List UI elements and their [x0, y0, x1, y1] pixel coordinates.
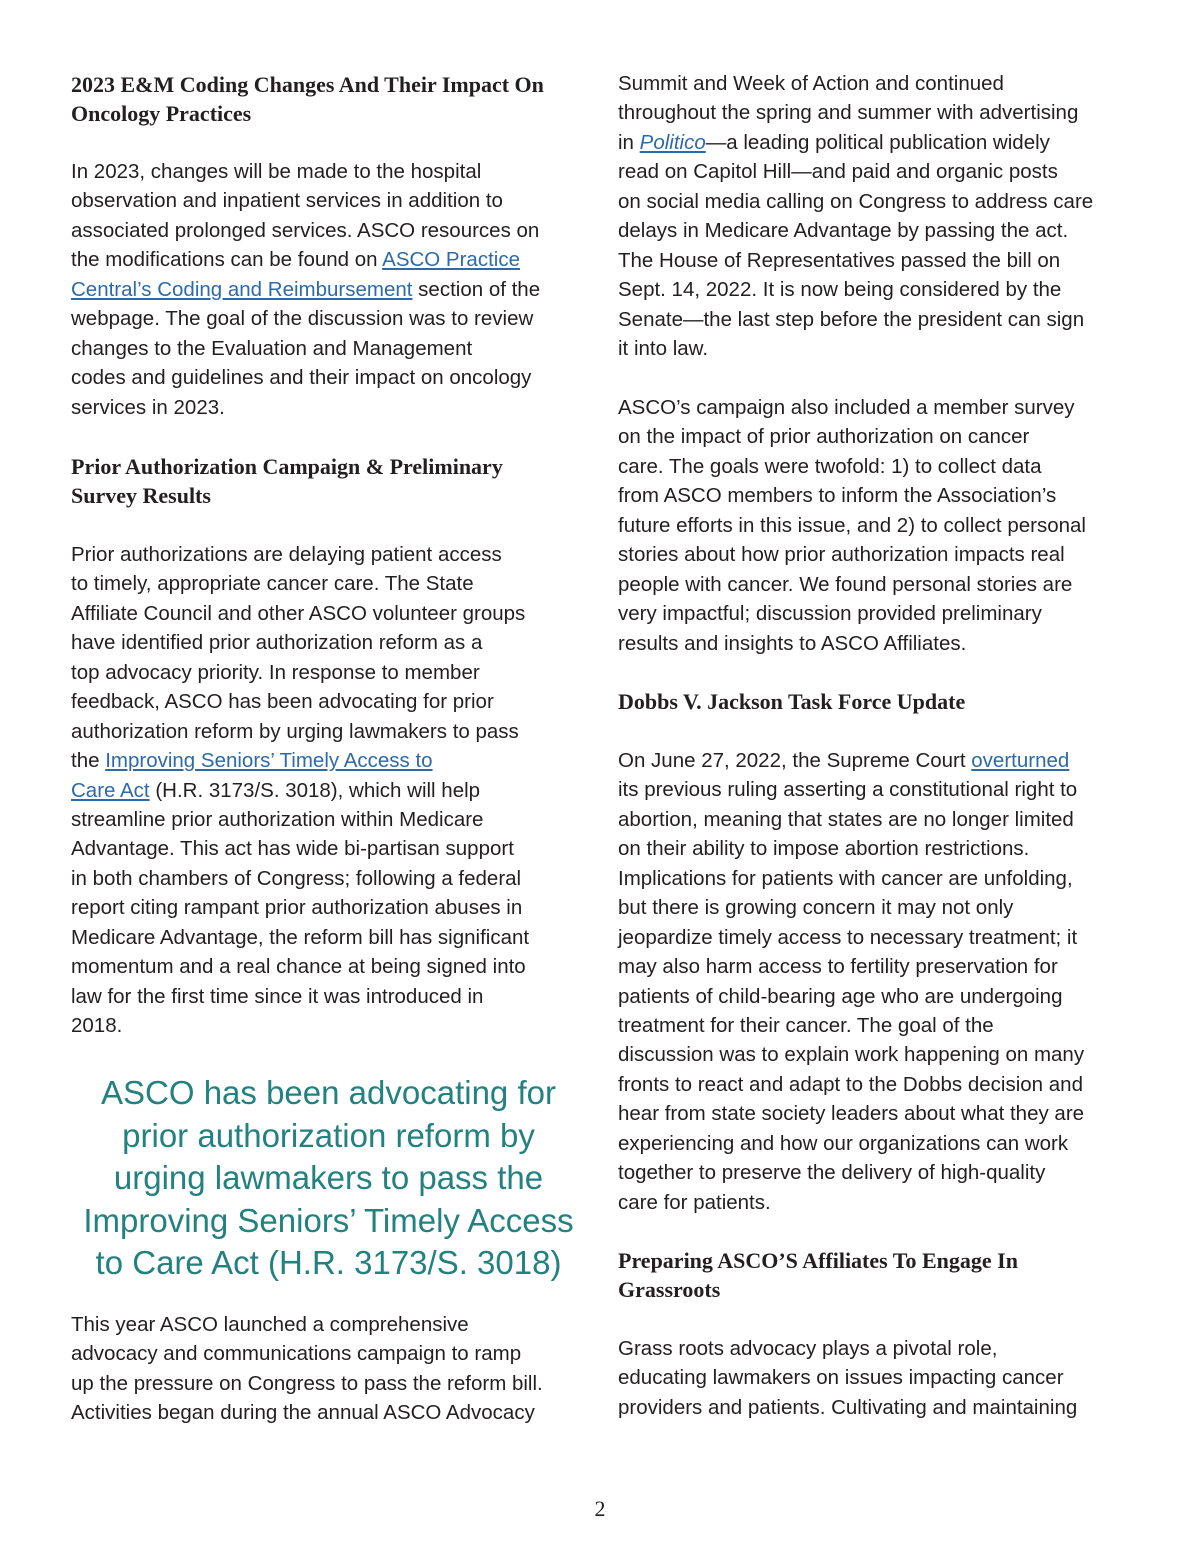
text-line — [618, 1099, 1138, 1128]
text-line — [71, 864, 586, 893]
text-span: streamline prior authorization within Medicare — [71, 807, 484, 831]
text-span: care. The goals were twofold: 1) to collect data — [618, 454, 1042, 478]
text-span: results and insights to ASCO Affiliates. — [618, 631, 967, 655]
text-line — [618, 1246, 1138, 1275]
text-line — [618, 893, 1138, 922]
text-line — [618, 805, 1138, 834]
text-line — [618, 746, 1138, 775]
text-span: prior authorization reform by — [122, 1116, 535, 1154]
text-span: top advocacy priority. In response to member — [71, 660, 480, 684]
text-span: the modifications can be found on — [71, 248, 383, 272]
text-span: Medicare Advantage, the reform bill has significant — [71, 925, 530, 949]
text-line — [618, 305, 1138, 334]
hyperlink[interactable]: Politico — [639, 130, 706, 154]
text-span: This year ASCO launched a comprehensive — [71, 1313, 469, 1336]
text-line — [71, 776, 586, 805]
text-span: on social media calling on Congress to address care — [618, 189, 1094, 213]
text-span: read on Capitol Hill—and paid and organic posts — [618, 160, 1058, 184]
text-line — [618, 775, 1138, 804]
text-span: Senate—the last step before the president can sign — [618, 307, 1085, 331]
text-span: section of the — [412, 277, 541, 301]
text-span: (H.R. 3173/S. 3018), which will help — [149, 778, 481, 802]
text-span: jeopardize timely access to necessary treatment; it — [618, 925, 1078, 949]
text-span: Implications for patients with cancer are unfolding, — [618, 866, 1073, 890]
text-line — [71, 540, 586, 569]
text-line — [618, 157, 1138, 186]
text-span: changes to the Evaluation and Management — [71, 336, 473, 360]
text-span: In 2023, changes will be made to the hospital — [71, 160, 482, 183]
text-line — [71, 687, 586, 716]
pull-quote — [71, 1072, 586, 1285]
text-line — [618, 511, 1138, 540]
text-line — [618, 1363, 1138, 1392]
paragraph — [71, 157, 586, 422]
text-span: on the impact of prior authorization on cancer — [618, 425, 1030, 449]
text-line — [71, 1398, 586, 1427]
text-line — [71, 1115, 586, 1158]
text-span: webpage. The goal of the discussion was to review — [71, 307, 534, 331]
text-span: ASCO has been advocating for — [101, 1074, 556, 1111]
text-line — [71, 1339, 586, 1368]
text-line — [618, 1070, 1138, 1099]
text-line — [71, 99, 586, 128]
text-line — [618, 98, 1138, 127]
text-span: throughout the spring and summer with advertising — [618, 101, 1079, 125]
text-line — [71, 393, 586, 422]
text-span: Activities began during the annual ASCO Advocacy — [71, 1401, 535, 1425]
text-line — [618, 1158, 1138, 1187]
text-line — [618, 570, 1138, 599]
text-line — [71, 569, 586, 598]
text-line — [618, 275, 1138, 304]
text-line — [71, 628, 586, 657]
hyperlink[interactable]: ASCO Practice — [382, 248, 520, 272]
text-line — [618, 923, 1138, 952]
text-span: Affiliate Council and other ASCO volunteer groups — [71, 601, 526, 625]
text-line — [618, 952, 1138, 981]
text-span: delays in Medicare Advantage by passing the act. — [618, 219, 1069, 243]
text-line — [71, 805, 586, 834]
section-heading — [71, 452, 586, 511]
text-line — [618, 187, 1138, 216]
text-line — [618, 1188, 1138, 1217]
text-span: on their ability to impose abortion restrictions. — [618, 837, 1030, 861]
text-line — [71, 275, 586, 304]
text-line — [71, 157, 586, 186]
hyperlink[interactable]: overturned — [971, 749, 1070, 772]
text-span: —a leading political publication widely — [705, 130, 1050, 154]
text-span: associated prolonged services. ASCO resources on — [71, 218, 540, 242]
hyperlink[interactable]: Central’s Coding and Reimbursement — [71, 277, 413, 301]
text-line — [618, 422, 1138, 451]
text-span: Improving Seniors’ Timely Access — [83, 1201, 574, 1239]
text-span: stories about how prior authorization impacts real — [618, 543, 1065, 567]
text-line — [71, 893, 586, 922]
text-line — [71, 717, 586, 746]
text-span: but there is growing concern it may not only — [618, 896, 1014, 920]
text-line — [71, 334, 586, 363]
text-span: authorization reform by urging lawmakers to pass — [71, 719, 519, 743]
text-line — [71, 658, 586, 687]
text-span: Grass roots advocacy plays a pivotal role, — [618, 1337, 998, 1360]
text-span: in both chambers of Congress; following a federal — [71, 866, 522, 890]
text-line — [71, 452, 586, 481]
text-span: fronts to react and adapt to the Dobbs decision and — [618, 1072, 1083, 1096]
section-heading — [618, 1246, 1138, 1305]
text-line — [71, 1200, 586, 1243]
text-line — [618, 452, 1138, 481]
text-line — [71, 982, 586, 1011]
text-span: it into law. — [618, 336, 709, 360]
text-line — [71, 1310, 586, 1339]
text-line — [71, 1369, 586, 1398]
text-span: ASCO’s campaign also included a member survey — [618, 396, 1075, 419]
text-span: experiencing and how our organizations can work — [618, 1131, 1069, 1155]
text-line — [71, 70, 586, 99]
hyperlink[interactable]: Care Act — [71, 778, 150, 802]
paragraph — [618, 746, 1138, 1217]
text-line — [618, 128, 1138, 157]
text-span: services in 2023. — [71, 395, 225, 419]
text-span: Sept. 14, 2022. It is now being considered by the — [618, 278, 1062, 302]
text-span: very impactful; discussion provided preliminary — [618, 602, 1042, 626]
text-line — [71, 746, 586, 775]
text-span: patients of child-bearing age who are undergoing — [618, 984, 1063, 1008]
paragraph — [71, 1310, 586, 1428]
text-span: urging lawmakers to pass the — [113, 1159, 544, 1196]
text-span: abortion, meaning that states are no longer limited — [618, 807, 1074, 831]
text-span: to Care Act (H.R. 3173/S. 3018) — [95, 1244, 562, 1281]
paragraph — [618, 1334, 1138, 1422]
text-span: up the pressure on Congress to pass the reform bill. — [71, 1371, 543, 1395]
text-span: Dobbs V. Jackson Task Force Update — [618, 689, 966, 714]
hyperlink[interactable]: Improving Seniors’ Timely Access to — [105, 749, 433, 773]
text-line — [71, 599, 586, 628]
text-span: Preparing ASCO’S Affiliates To Engage In — [618, 1248, 1018, 1273]
text-span: may also harm access to fertility preservation for — [618, 955, 1058, 979]
text-span: Grassroots — [618, 1277, 721, 1303]
text-line — [71, 1072, 586, 1115]
text-line — [618, 982, 1138, 1011]
text-span: educating lawmakers on issues impacting cancer — [618, 1366, 1064, 1390]
text-line — [618, 540, 1138, 569]
text-line — [618, 864, 1138, 893]
text-line — [71, 363, 586, 392]
text-span: 2018. — [71, 1014, 123, 1037]
paragraph — [71, 540, 586, 1040]
section-heading — [71, 70, 586, 129]
text-span: Advantage. This act has wide bi-partisan support — [71, 837, 514, 861]
text-line — [618, 629, 1138, 658]
text-span: Prior authorizations are delaying patient access — [71, 543, 502, 566]
text-span: Survey Results — [71, 483, 211, 509]
text-line — [618, 216, 1138, 245]
text-span: law for the first time since it was introduced in — [71, 984, 484, 1008]
text-span: On June 27, 2022, the Supreme Court — [618, 749, 972, 772]
paragraph — [618, 393, 1138, 658]
text-span: report citing rampant prior authorization abuses in — [71, 896, 523, 920]
text-span: together to preserve the delivery of high-quality — [618, 1161, 1046, 1185]
text-line — [618, 1275, 1138, 1304]
text-line — [618, 246, 1138, 275]
page-number: 2 — [594, 1496, 606, 1521]
text-span: 2023 E&M Coding Changes And Their Impact On — [71, 72, 544, 97]
text-span: its previous ruling asserting a constitutional right to — [618, 778, 1078, 802]
text-line — [618, 393, 1138, 422]
text-span: Oncology Practices — [71, 101, 252, 127]
text-span: future efforts in this issue, and 2) to collect personal — [618, 513, 1086, 537]
text-line — [71, 481, 586, 510]
text-span: in — [618, 130, 640, 154]
text-line — [618, 69, 1138, 98]
text-line — [71, 923, 586, 952]
text-line — [618, 481, 1138, 510]
paragraph — [618, 69, 1138, 363]
text-span: treatment for their cancer. The goal of the — [618, 1013, 994, 1037]
text-line — [618, 687, 1138, 716]
text-line — [618, 834, 1138, 863]
text-span: the — [71, 749, 106, 773]
text-span: care for patients. — [618, 1190, 771, 1214]
text-line — [71, 834, 586, 863]
text-line — [71, 1242, 586, 1285]
text-span: The House of Representatives passed the bill on — [618, 248, 1061, 272]
text-span: advocacy and communications campaign to ramp — [71, 1342, 522, 1366]
text-line — [618, 1334, 1138, 1363]
text-line — [71, 1011, 586, 1040]
text-line — [71, 304, 586, 333]
text-line — [618, 334, 1138, 363]
text-line — [618, 1129, 1138, 1158]
text-span: people with cancer. We found personal stories are — [618, 572, 1073, 596]
text-span: discussion was to explain work happening on many — [618, 1043, 1085, 1067]
text-line — [618, 1011, 1138, 1040]
text-line — [71, 1157, 586, 1200]
section-heading — [618, 687, 1138, 716]
text-line — [71, 216, 586, 245]
text-span: hear from state society leaders about what they are — [618, 1102, 1085, 1126]
text-line — [618, 599, 1138, 628]
text-span: feedback, ASCO has been advocating for prior — [71, 690, 494, 714]
text-line — [618, 1393, 1138, 1422]
text-line — [71, 245, 586, 274]
text-span: Summit and Week of Action and continued — [618, 72, 1004, 95]
text-span: providers and patients. Cultivating and maintaining — [618, 1395, 1078, 1419]
text-line — [618, 1040, 1138, 1069]
text-span: codes and guidelines and their impact on oncology — [71, 366, 532, 390]
text-line — [71, 952, 586, 981]
text-span: momentum and a real chance at being signed into — [71, 955, 526, 979]
text-span: to timely, appropriate cancer care. The State — [71, 572, 474, 596]
text-span: have identified prior authorization reform as a — [71, 631, 483, 655]
text-line — [71, 186, 586, 215]
text-span: from ASCO members to inform the Association’s — [618, 484, 1057, 508]
text-span: Prior Authorization Campaign & Preliminary — [71, 454, 503, 479]
text-span: observation and inpatient services in addition to — [71, 189, 503, 213]
